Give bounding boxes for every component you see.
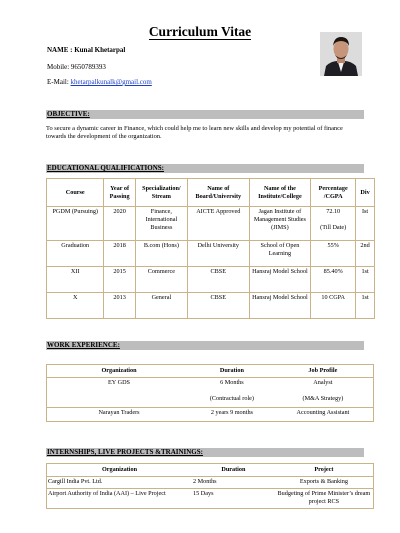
table-cell: 85.40% (311, 267, 356, 293)
table-cell: 2 Months (192, 477, 275, 489)
table-cell: Commerce (135, 267, 187, 293)
table-cell: 55% (311, 241, 356, 267)
table-cell: Exports & Banking (275, 477, 374, 489)
mobile-line: Mobile: 9650789393 (47, 63, 106, 71)
profile-photo (320, 32, 362, 76)
table-row (47, 267, 375, 293)
table-row (47, 489, 374, 509)
email-line: E-Mail: khetarpalkunalk@gmail.com (47, 78, 152, 86)
work-header-duration: Duration (191, 365, 273, 378)
table-cell: Accounting Assistant (273, 408, 374, 422)
table-cell: School of Open Learning (249, 241, 311, 267)
table-cell: 15 Days (192, 489, 275, 509)
internships-heading: INTERNSHIPS, LIVE PROJECTS &TRAININGS: (46, 448, 364, 457)
work-heading: WORK EXPERIENCE: (46, 341, 364, 350)
table-cell: Jagan Institute of Management Studies (JIMS) (249, 207, 311, 241)
table-cell: 2013 (104, 293, 135, 319)
work-header-organization: Organization (47, 365, 192, 378)
table-cell: Graduation (47, 241, 104, 267)
cv-title: Curriculum Vitae (148, 24, 252, 39)
table-cell: Narayan Traders (47, 408, 192, 422)
table-cell: Cargill India Pvt. Ltd. (47, 477, 193, 489)
table-cell: AICTE Approved (187, 207, 249, 241)
work-header-profile: Job Profile (273, 365, 374, 378)
table-cell: 72.10 (Till Date) (311, 207, 356, 241)
intern-header-project: Project (275, 464, 374, 477)
education-table (46, 178, 375, 319)
table-row (47, 477, 374, 489)
table-cell: CBSE (187, 293, 249, 319)
table-cell: 6 Months (Contractual role) (191, 378, 273, 408)
table-cell: 2018 (104, 241, 135, 267)
table-cell: B.com (Hons) (135, 241, 187, 267)
edu-header-year: Year of Passing (104, 179, 135, 207)
work-table (46, 364, 374, 422)
table-cell: Delhi University (187, 241, 249, 267)
table-cell: EY GDS (47, 378, 192, 408)
table-cell: X (47, 293, 104, 319)
table-cell: Finance, International Business (135, 207, 187, 241)
table-cell: Hansraj Model School (249, 267, 311, 293)
table-row (47, 207, 375, 241)
table-cell: Budgeting of Prime Minister’s dream project RCS (275, 489, 374, 509)
name-line: NAME : Kunal Khetarpal (47, 46, 126, 54)
objective-text: To secure a dynamic career in Finance, which could help me to learn new skills and develop my potential of finance towards the development of the organization. (46, 125, 343, 140)
internships-table (46, 463, 374, 509)
edu-header-percentage: Percentage /CGPA (311, 179, 356, 207)
intern-header-organization: Organization (47, 464, 193, 477)
table-cell: CBSE (187, 267, 249, 293)
table-row (47, 408, 374, 422)
table-cell: Ist (356, 207, 375, 241)
table-cell: Hansraj Model School (249, 293, 311, 319)
table-cell: 2015 (104, 267, 135, 293)
table-row (47, 378, 374, 408)
objective-heading: OBJECTIVE: (46, 110, 364, 119)
table-cell: Analyst (M&A Strategy) (273, 378, 374, 408)
table-cell: 1st (356, 293, 375, 319)
table-cell: General (135, 293, 187, 319)
table-cell: 10 CGPA (311, 293, 356, 319)
table-cell: 2020 (104, 207, 135, 241)
table-cell: 1st (356, 267, 375, 293)
edu-header-div: Div (356, 179, 375, 207)
table-cell: 2 years 9 months (191, 408, 273, 422)
edu-header-institute: Name of the Institute/College (249, 179, 311, 207)
edu-header-course: Course (47, 179, 104, 207)
table-row (47, 241, 375, 267)
education-heading: EDUCATIONAL QUALIFICATIONS: (46, 164, 364, 173)
email-link[interactable]: khetarpalkunalk@gmail.com (70, 78, 152, 86)
intern-header-duration: Duration (192, 464, 275, 477)
edu-header-stream: Specialization/ Stream (135, 179, 187, 207)
table-cell: Airport Authority of India (AAI) – Live Project (47, 489, 193, 509)
table-cell: PGDM (Pursuing) (47, 207, 104, 241)
table-cell: 2nd (356, 241, 375, 267)
table-row (47, 293, 375, 319)
edu-header-board: Name of Board/University (187, 179, 249, 207)
table-cell: XII (47, 267, 104, 293)
